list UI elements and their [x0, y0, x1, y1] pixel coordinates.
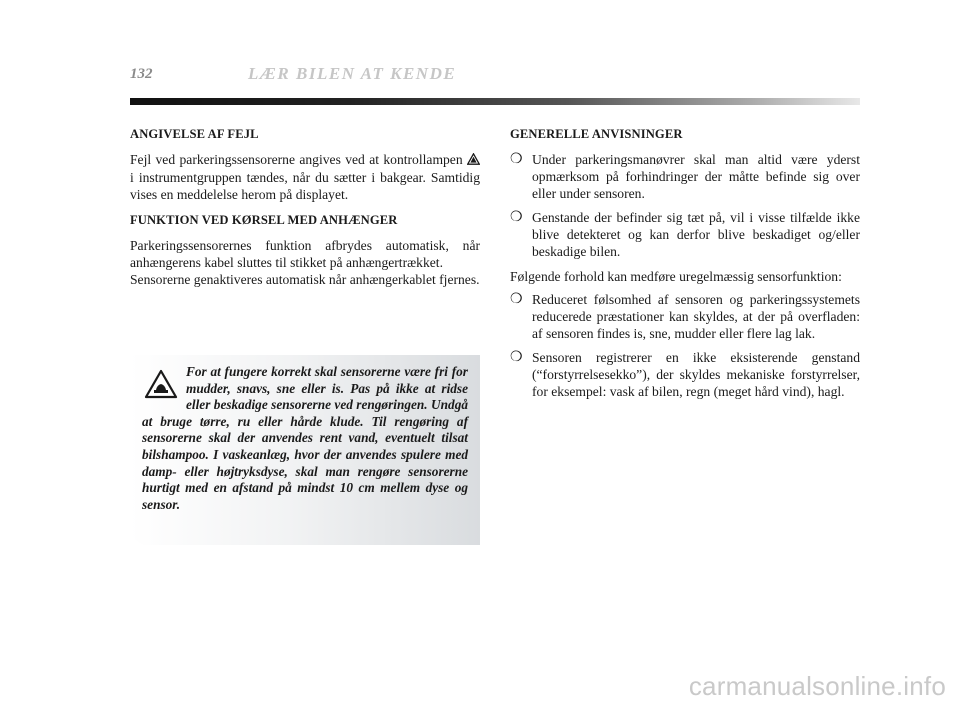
fault-text-1: Fejl ved parkeringssensorerne angives ved at kontrollampen: [130, 152, 467, 167]
bullet-icon: ❍: [510, 350, 523, 365]
warning-box: [130, 355, 480, 545]
list-item: [510, 151, 860, 202]
list-item: [510, 291, 860, 342]
warning-triangle-icon: [467, 152, 480, 169]
trailer-heading: FUNKTION VED KØRSEL MED ANHÆNGER: [130, 213, 398, 227]
list-item: [510, 209, 860, 260]
bullet-icon: ❍: [510, 152, 523, 167]
bullet-icon: ❍: [510, 292, 523, 307]
list-item-text: Under parkeringsmanøvrer skal man altid være yderst opmærksom på forhindringer der måtte befinde sig over eller under sensoren.: [532, 152, 860, 201]
bullet-icon: ❍: [510, 210, 523, 225]
bullet-list-b: [510, 291, 860, 400]
header-title: LÆR BILEN AT KENDE: [248, 64, 457, 83]
trailer-paragraph-2: Sensorerne genaktiveres automatisk når anhængerkablet fjernes.: [130, 272, 480, 287]
fault-section: [130, 126, 480, 203]
header-rule: [130, 98, 860, 105]
list-item-text: Sensoren registrerer en ikke eksisterende genstand (“forstyrrelsesekko”), der skyldes mekaniske forstyrrelser, for eksempel: vask af bilen, regn (meget hård vind), hagl.: [532, 350, 860, 399]
trailer-paragraph-1: Parkeringssensorernes funktion afbrydes automatisk, når anhængerens kabel sluttes til stikket på anhængertrækket.: [130, 238, 480, 270]
warning-text-body: For at fungere korrekt skal sensorerne være fri for mudder, snavs, sne eller is. Pas på ikke at ridse eller beskadige sensorerne ved rengøringen. Undgå at bruge tørre, ru eller hårde klude. Til rengøring af sensorerne skal der anvendes rent vand, eventuelt tilsat bilshampoo. I vaskeanlæg, hvor der anvendes spulere med damp- eller højtryksdyse, skal man rengøre sensorerne hurtigt med en afstand på mindst 10 cm mellem dyse og sensor.: [142, 364, 468, 512]
fault-text-2: i instrumentgruppen tændes, når du sætter i bakgear. Samtidig vises en meddelelse herom på displayet.: [130, 170, 480, 202]
list-item-text: Genstande der befinder sig tæt på, vil i visse tilfælde ikke blive detekteret og kan derfor blive beskadiget og/eller beskadige bilen.: [532, 210, 860, 259]
bullet-list-a: [510, 151, 860, 260]
left-column: [130, 126, 480, 297]
conditions-paragraph: Følgende forhold kan medføre uregelmæssig sensorfunktion:: [510, 269, 842, 284]
fault-paragraph: [130, 151, 480, 203]
warning-text: [142, 364, 468, 513]
page-number: 132: [130, 66, 153, 82]
trailer-section: [130, 212, 480, 288]
fault-heading: ANGIVELSE AF FEJL: [130, 127, 259, 141]
general-heading: GENERELLE ANVISNINGER: [510, 127, 683, 141]
list-item: [510, 349, 860, 400]
list-item-text: Reduceret følsomhed af sensoren og parkeringssystemets reducerede præstationer kan skyldes, at der på overfladen: af sensoren findes is, sne, mudder eller flere lag lak.: [532, 292, 860, 341]
watermark: carmanualsonline.info: [688, 671, 946, 701]
right-column: [510, 126, 860, 408]
